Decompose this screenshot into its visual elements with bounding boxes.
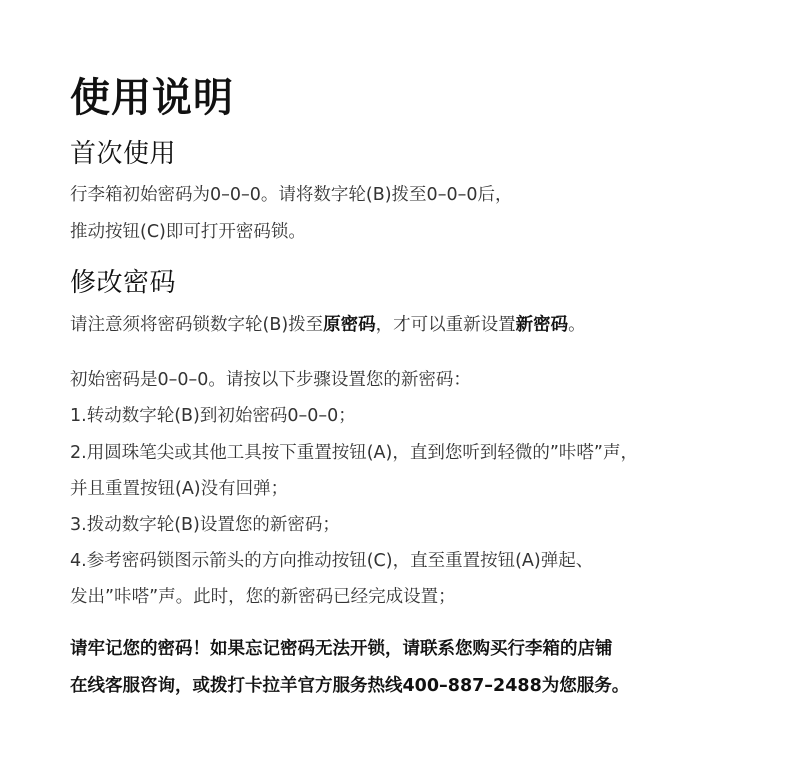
first-use-heading: 首次使用 (70, 139, 177, 169)
page-title: 使用说明 (70, 75, 234, 121)
intro-text-3: 。 (568, 315, 586, 335)
step-4-line-1: 4.参考密码锁图示箭头的方向推动按钮(C)，直至重置按钮(A)弹起、 (70, 551, 594, 571)
change-password-intro (70, 312, 586, 338)
new-password-emphasis: 新密码 (515, 315, 569, 335)
first-use-line-1: 行李箱初始密码为0–0–0。请将数字轮(B)拨至0–0–0后， (70, 185, 513, 205)
step-3: 3.拨动数字轮(B)设置您的新密码； (70, 515, 340, 535)
reminder-note-line-2: 在线客服咨询，或拨打卡拉羊官方服务热线400–887–2488为您服务。 (70, 676, 630, 696)
steps-intro: 初始密码是0–0–0。请按以下步骤设置您的新密码： (70, 370, 471, 390)
reminder-note-line-1: 请牢记您的密码！如果忘记密码无法开锁，请联系您购买行李箱的店铺 (70, 639, 613, 659)
step-2-line-2: 并且重置按钮(A)没有回弹； (70, 479, 289, 499)
original-password-emphasis: 原密码 (323, 315, 376, 335)
step-1: 1.转动数字轮(B)到初始密码0–0–0； (70, 406, 356, 426)
change-password-heading: 修改密码 (70, 268, 177, 298)
step-2-line-1: 2.用圆珠笔尖或其他工具按下重置按钮(A)，直到您听到轻微的”咔嗒”声， (70, 443, 638, 463)
intro-text-1: 请注意须将密码锁数字轮(B)拨至 (70, 315, 324, 335)
intro-text-2: ，才可以重新设置 (375, 315, 516, 335)
first-use-line-2: 推动按钮(C)即可打开密码锁。 (70, 222, 306, 242)
step-4-line-2: 发出”咔嗒”声。此时，您的新密码已经完成设置； (70, 587, 456, 607)
